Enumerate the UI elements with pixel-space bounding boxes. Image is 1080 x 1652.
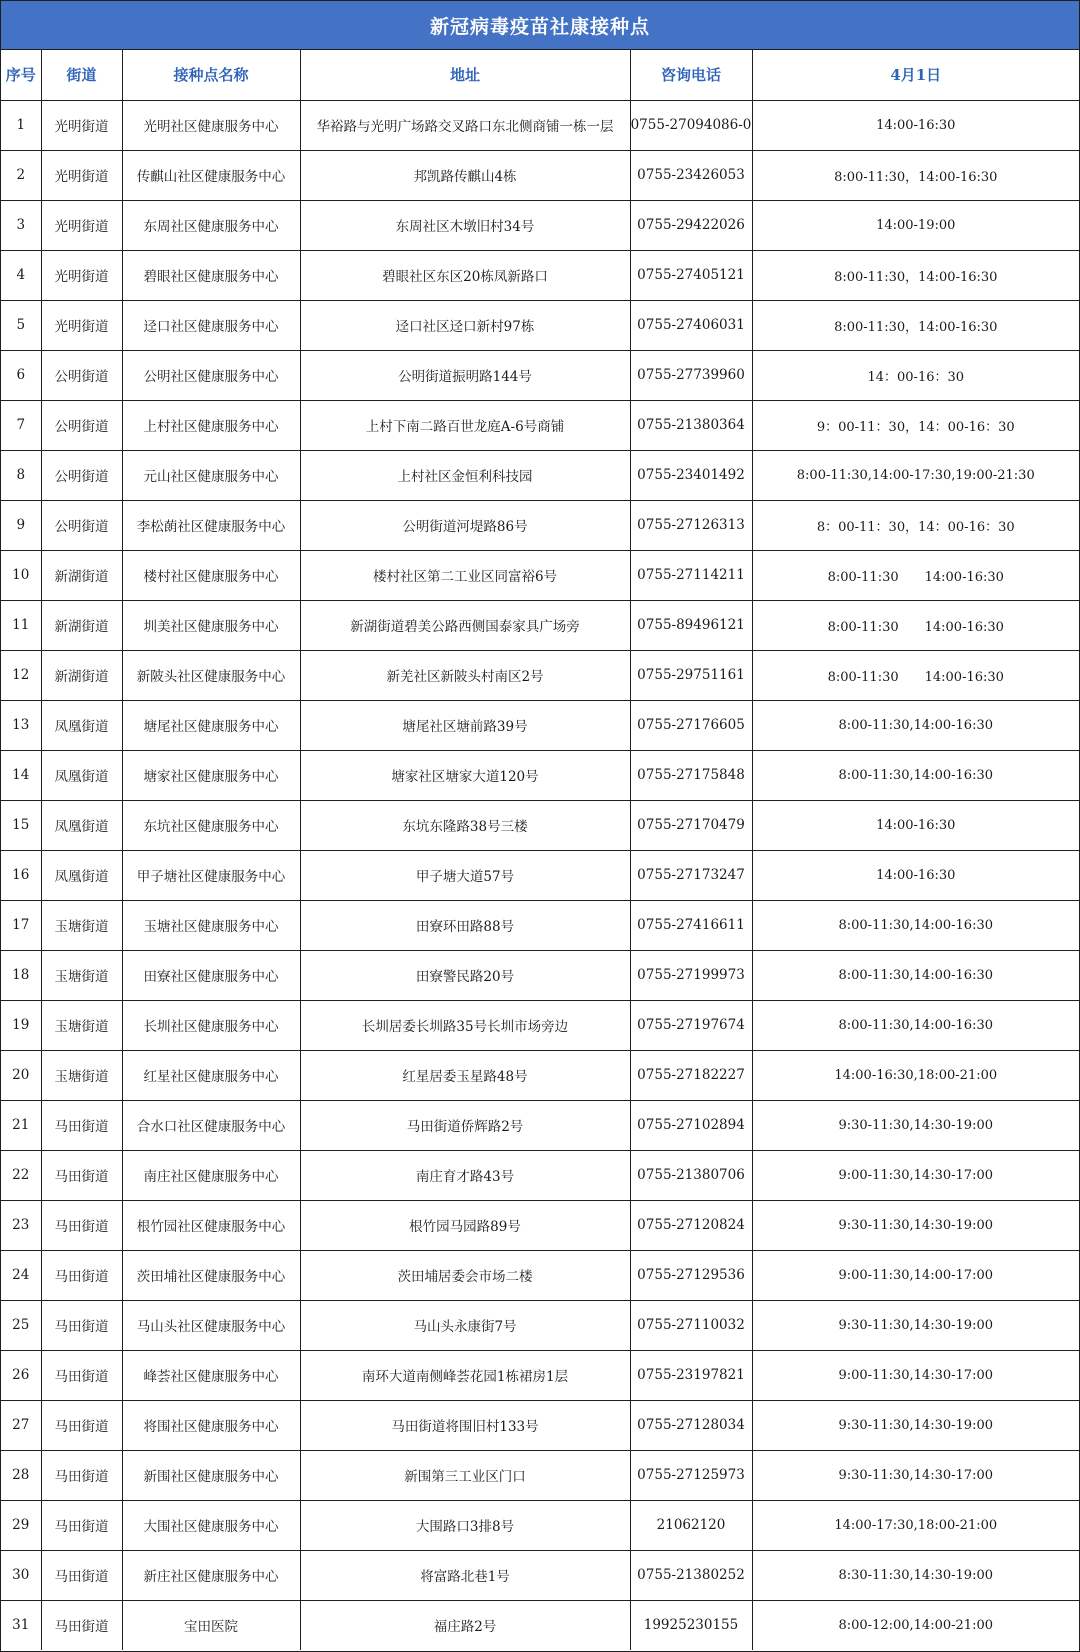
- cell-time: 8:00-11:30,14:00-16:30: [752, 950, 1079, 1000]
- cell-no: 16: [1, 850, 41, 900]
- cell-phone: 0755-27197674: [630, 1000, 752, 1050]
- cell-phone: 0755-27173247: [630, 850, 752, 900]
- cell-time: 8:30-11:30,14:30-19:00: [752, 1550, 1079, 1600]
- cell-time: 8:00-11:30 14:00-16:30: [752, 650, 1079, 700]
- cell-time: 9:30-11:30,14:30-19:00: [752, 1100, 1079, 1150]
- cell-time: 8:00-12:00,14:00-21:00: [752, 1600, 1079, 1650]
- table-row: [1, 550, 1079, 600]
- cell-address: 南环大道南侧峰荟花园1栋裙房1层: [300, 1350, 630, 1400]
- cell-no: 18: [1, 950, 41, 1000]
- cell-street: 凤凰街道: [41, 800, 122, 850]
- cell-time: 8:00-11:30，14:00-16:30: [752, 250, 1079, 300]
- cell-site-name: 茨田埔社区健康服务中心: [122, 1250, 300, 1300]
- cell-site-name: 合水口社区健康服务中心: [122, 1100, 300, 1150]
- cell-no: 17: [1, 900, 41, 950]
- cell-time: 9:30-11:30,14:30-19:00: [752, 1300, 1079, 1350]
- cell-street: 马田街道: [41, 1400, 122, 1450]
- cell-time: 14:00-17:30,18:00-21:00: [752, 1500, 1079, 1550]
- cell-street: 马田街道: [41, 1100, 122, 1150]
- cell-no: 29: [1, 1500, 41, 1550]
- cell-no: 20: [1, 1050, 41, 1100]
- cell-site-name: 楼村社区健康服务中心: [122, 550, 300, 600]
- cell-time: 14：00-16：30: [752, 350, 1079, 400]
- cell-street: 光明街道: [41, 250, 122, 300]
- cell-site-name: 东周社区健康服务中心: [122, 200, 300, 250]
- cell-phone: 0755-23401492: [630, 450, 752, 500]
- cell-time: 8:00-11:30,14:00-17:30,19:00-21:30: [752, 450, 1079, 500]
- cell-site-name: 塘家社区健康服务中心: [122, 750, 300, 800]
- cell-no: 14: [1, 750, 41, 800]
- cell-phone: 0755-27126313: [630, 500, 752, 550]
- cell-no: 25: [1, 1300, 41, 1350]
- cell-no: 31: [1, 1600, 41, 1650]
- cell-address: 根竹园马园路89号: [300, 1200, 630, 1250]
- cell-street: 玉塘街道: [41, 1050, 122, 1100]
- cell-no: 19: [1, 1000, 41, 1050]
- cell-phone: 0755-27120824: [630, 1200, 752, 1250]
- cell-street: 马田街道: [41, 1300, 122, 1350]
- cell-address: 长圳居委长圳路35号长圳市场旁边: [300, 1000, 630, 1050]
- cell-time: 14:00-16:30: [752, 100, 1079, 150]
- sheet-title: 新冠病毒疫苗社康接种点: [1, 1, 1079, 50]
- table-row: [1, 200, 1079, 250]
- cell-time: 8:00-11:30，14:00-16:30: [752, 300, 1079, 350]
- cell-time: 8:00-11:30,14:00-16:30: [752, 900, 1079, 950]
- cell-phone: 0755-21380706: [630, 1150, 752, 1200]
- cell-phone: 19925230155: [630, 1600, 752, 1650]
- cell-street: 新湖街道: [41, 600, 122, 650]
- cell-site-name: 将围社区健康服务中心: [122, 1400, 300, 1450]
- cell-time: 9:00-11:30,14:30-17:00: [752, 1150, 1079, 1200]
- cell-phone: 0755-27128034: [630, 1400, 752, 1450]
- cell-phone: 0755-89496121: [630, 600, 752, 650]
- cell-time: 8:00-11:30,14:00-16:30: [752, 700, 1079, 750]
- table-row: [1, 1200, 1079, 1250]
- cell-address: 南庄育才路43号: [300, 1150, 630, 1200]
- cell-site-name: 长圳社区健康服务中心: [122, 1000, 300, 1050]
- cell-address: 田寮环田路88号: [300, 900, 630, 950]
- cell-site-name: 东坑社区健康服务中心: [122, 800, 300, 850]
- cell-street: 玉塘街道: [41, 950, 122, 1000]
- cell-address: 新羌社区新陂头村南区2号: [300, 650, 630, 700]
- cell-phone: 0755-29751161: [630, 650, 752, 700]
- cell-phone: 0755-27406031: [630, 300, 752, 350]
- cell-site-name: 传麒山社区健康服务中心: [122, 150, 300, 200]
- cell-phone: 0755-27129536: [630, 1250, 752, 1300]
- cell-time: 9:00-11:30,14:30-17:00: [752, 1350, 1079, 1400]
- table-row: [1, 750, 1079, 800]
- cell-no: 2: [1, 150, 41, 200]
- cell-site-name: 大围社区健康服务中心: [122, 1500, 300, 1550]
- cell-site-name: 上村社区健康服务中心: [122, 400, 300, 450]
- cell-address: 红星居委玉星路48号: [300, 1050, 630, 1100]
- cell-site-name: 红星社区健康服务中心: [122, 1050, 300, 1100]
- cell-phone: 0755-27182227: [630, 1050, 752, 1100]
- table-row: [1, 1000, 1079, 1050]
- cell-street: 马田街道: [41, 1500, 122, 1550]
- cell-no: 21: [1, 1100, 41, 1150]
- table-row: [1, 1450, 1079, 1500]
- cell-address: 塘家社区塘家大道120号: [300, 750, 630, 800]
- cell-time: 8：00-11：30，14：00-16：30: [752, 500, 1079, 550]
- table-row: [1, 300, 1079, 350]
- cell-phone: 0755-27110032: [630, 1300, 752, 1350]
- cell-phone: 0755-27176605: [630, 700, 752, 750]
- cell-street: 马田街道: [41, 1350, 122, 1400]
- cell-street: 马田街道: [41, 1250, 122, 1300]
- cell-site-name: 峰荟社区健康服务中心: [122, 1350, 300, 1400]
- cell-phone: 0755-29422026: [630, 200, 752, 250]
- cell-street: 公明街道: [41, 350, 122, 400]
- cell-site-name: 碧眼社区健康服务中心: [122, 250, 300, 300]
- cell-phone: 0755-27170479: [630, 800, 752, 850]
- cell-phone: 21062120: [630, 1500, 752, 1550]
- cell-time: 8:00-11:30,14:00-16:30: [752, 750, 1079, 800]
- cell-street: 光明街道: [41, 200, 122, 250]
- cell-time: 9:30-11:30,14:30-19:00: [752, 1400, 1079, 1450]
- cell-time: 8:00-11:30 14:00-16:30: [752, 600, 1079, 650]
- cell-address: 茨田埔居委会市场二楼: [300, 1250, 630, 1300]
- cell-time: 14:00-16:30: [752, 800, 1079, 850]
- header-row: [1, 50, 1079, 100]
- table-row: [1, 450, 1079, 500]
- cell-address: 马田街道将围旧村133号: [300, 1400, 630, 1450]
- cell-phone: 0755-23426053: [630, 150, 752, 200]
- cell-address: 福庄路2号: [300, 1600, 630, 1650]
- cell-address: 上村社区金恒利科技园: [300, 450, 630, 500]
- cell-street: 光明街道: [41, 150, 122, 200]
- table-row: [1, 1500, 1079, 1550]
- cell-no: 8: [1, 450, 41, 500]
- cell-time: 9:00-11:30,14:00-17:00: [752, 1250, 1079, 1300]
- cell-phone: 0755-27114211: [630, 550, 752, 600]
- cell-address: 马田街道侨辉路2号: [300, 1100, 630, 1150]
- table-row: [1, 400, 1079, 450]
- cell-no: 6: [1, 350, 41, 400]
- cell-street: 马田街道: [41, 1600, 122, 1650]
- header-no: 序号: [1, 50, 41, 100]
- cell-time: 14:00-19:00: [752, 200, 1079, 250]
- table-row: [1, 1100, 1079, 1150]
- cell-phone: 0755-21380364: [630, 400, 752, 450]
- cell-address: 上村下南二路百世龙庭A-6号商铺: [300, 400, 630, 450]
- cell-street: 凤凰街道: [41, 700, 122, 750]
- cell-site-name: 塘尾社区健康服务中心: [122, 700, 300, 750]
- header-date: 4月1日: [752, 50, 1079, 100]
- table-row: [1, 350, 1079, 400]
- cell-phone: 0755-21380252: [630, 1550, 752, 1600]
- cell-site-name: 新围社区健康服务中心: [122, 1450, 300, 1500]
- cell-site-name: 甲子塘社区健康服务中心: [122, 850, 300, 900]
- cell-address: 邦凯路传麒山4栋: [300, 150, 630, 200]
- table-row: [1, 900, 1079, 950]
- table-row: [1, 650, 1079, 700]
- cell-address: 东周社区木墩旧村34号: [300, 200, 630, 250]
- cell-address: 甲子塘大道57号: [300, 850, 630, 900]
- cell-street: 新湖街道: [41, 550, 122, 600]
- table-row: [1, 600, 1079, 650]
- cell-no: 22: [1, 1150, 41, 1200]
- cell-site-name: 元山社区健康服务中心: [122, 450, 300, 500]
- table-row: [1, 700, 1079, 750]
- cell-street: 公明街道: [41, 400, 122, 450]
- table-row: [1, 1400, 1079, 1450]
- table-row: [1, 800, 1079, 850]
- cell-no: 24: [1, 1250, 41, 1300]
- cell-site-name: 田寮社区健康服务中心: [122, 950, 300, 1000]
- cell-no: 11: [1, 600, 41, 650]
- cell-address: 华裕路与光明广场路交叉路口东北侧商铺一栋一层: [300, 100, 630, 150]
- cell-site-name: 李松蓢社区健康服务中心: [122, 500, 300, 550]
- cell-no: 5: [1, 300, 41, 350]
- cell-street: 玉塘街道: [41, 1000, 122, 1050]
- cell-time: 9:30-11:30,14:30-17:00: [752, 1450, 1079, 1500]
- cell-street: 马田街道: [41, 1550, 122, 1600]
- table-row: [1, 1050, 1079, 1100]
- cell-no: 26: [1, 1350, 41, 1400]
- cell-no: 13: [1, 700, 41, 750]
- cell-no: 12: [1, 650, 41, 700]
- cell-no: 4: [1, 250, 41, 300]
- cell-site-name: 根竹园社区健康服务中心: [122, 1200, 300, 1250]
- cell-site-name: 宝田医院: [122, 1600, 300, 1650]
- cell-address: 迳口社区迳口新村97栋: [300, 300, 630, 350]
- cell-phone: 0755-27102894: [630, 1100, 752, 1150]
- cell-no: 30: [1, 1550, 41, 1600]
- cell-no: 3: [1, 200, 41, 250]
- cell-address: 将富路北巷1号: [300, 1550, 630, 1600]
- table-row: [1, 950, 1079, 1000]
- table-body: [1, 100, 1079, 1650]
- cell-address: 马山头永康街7号: [300, 1300, 630, 1350]
- cell-phone: 0755-27199973: [630, 950, 752, 1000]
- cell-address: 新围第三工业区门口: [300, 1450, 630, 1500]
- cell-address: 新湖街道碧美公路西侧国泰家具广场旁: [300, 600, 630, 650]
- cell-address: 公明街道河堤路86号: [300, 500, 630, 550]
- header-street: 街道: [41, 50, 122, 100]
- table-row: [1, 850, 1079, 900]
- cell-no: 27: [1, 1400, 41, 1450]
- cell-address: 田寮警民路20号: [300, 950, 630, 1000]
- table-row: [1, 1550, 1079, 1600]
- table-row: [1, 1150, 1079, 1200]
- cell-address: 大围路口3排8号: [300, 1500, 630, 1550]
- table-row: [1, 1300, 1079, 1350]
- table-row: [1, 100, 1079, 150]
- cell-no: 28: [1, 1450, 41, 1500]
- cell-phone: 0755-27416611: [630, 900, 752, 950]
- cell-time: 8:00-11:30 14:00-16:30: [752, 550, 1079, 600]
- table-row: [1, 1600, 1079, 1650]
- header-phone: 咨询电话: [630, 50, 752, 100]
- cell-time: 8:00-11:30，14:00-16:30: [752, 150, 1079, 200]
- header-site-name: 接种点名称: [122, 50, 300, 100]
- vaccination-sites-table: [1, 50, 1079, 1650]
- cell-phone: 0755-23197821: [630, 1350, 752, 1400]
- cell-site-name: 新庄社区健康服务中心: [122, 1550, 300, 1600]
- cell-phone: 0755-27405121: [630, 250, 752, 300]
- cell-site-name: 南庄社区健康服务中心: [122, 1150, 300, 1200]
- table-row: [1, 500, 1079, 550]
- cell-street: 公明街道: [41, 450, 122, 500]
- cell-site-name: 玉塘社区健康服务中心: [122, 900, 300, 950]
- cell-street: 凤凰街道: [41, 750, 122, 800]
- cell-street: 马田街道: [41, 1150, 122, 1200]
- cell-phone: 0755-27125973: [630, 1450, 752, 1500]
- cell-address: 楼村社区第二工业区同富裕6号: [300, 550, 630, 600]
- cell-no: 9: [1, 500, 41, 550]
- cell-street: 光明街道: [41, 300, 122, 350]
- cell-address: 碧眼社区东区20栋凤新路口: [300, 250, 630, 300]
- cell-street: 光明街道: [41, 100, 122, 150]
- cell-site-name: 公明社区健康服务中心: [122, 350, 300, 400]
- cell-site-name: 马山头社区健康服务中心: [122, 1300, 300, 1350]
- cell-site-name: 光明社区健康服务中心: [122, 100, 300, 150]
- cell-street: 玉塘街道: [41, 900, 122, 950]
- cell-street: 新湖街道: [41, 650, 122, 700]
- table-row: [1, 150, 1079, 200]
- cell-time: 9：00-11：30，14：00-16：30: [752, 400, 1079, 450]
- cell-address: 塘尾社区塘前路39号: [300, 700, 630, 750]
- cell-street: 马田街道: [41, 1200, 122, 1250]
- cell-site-name: 迳口社区健康服务中心: [122, 300, 300, 350]
- table-row: [1, 1250, 1079, 1300]
- cell-street: 公明街道: [41, 500, 122, 550]
- cell-address: 东坑东隆路38号三楼: [300, 800, 630, 850]
- cell-time: 14:00-16:30,18:00-21:00: [752, 1050, 1079, 1100]
- table-row: [1, 1350, 1079, 1400]
- header-address: 地址: [300, 50, 630, 100]
- cell-street: 凤凰街道: [41, 850, 122, 900]
- cell-phone: 0755-27175848: [630, 750, 752, 800]
- cell-phone: 0755-27094086-0: [630, 100, 752, 150]
- table-row: [1, 250, 1079, 300]
- cell-no: 10: [1, 550, 41, 600]
- cell-time: 9:30-11:30,14:30-19:00: [752, 1200, 1079, 1250]
- cell-site-name: 圳美社区健康服务中心: [122, 600, 300, 650]
- cell-no: 23: [1, 1200, 41, 1250]
- cell-no: 1: [1, 100, 41, 150]
- cell-address: 公明街道振明路144号: [300, 350, 630, 400]
- cell-street: 马田街道: [41, 1450, 122, 1500]
- cell-time: 8:00-11:30,14:00-16:30: [752, 1000, 1079, 1050]
- cell-time: 14:00-16:30: [752, 850, 1079, 900]
- cell-site-name: 新陂头社区健康服务中心: [122, 650, 300, 700]
- cell-no: 7: [1, 400, 41, 450]
- cell-phone: 0755-27739960: [630, 350, 752, 400]
- cell-no: 15: [1, 800, 41, 850]
